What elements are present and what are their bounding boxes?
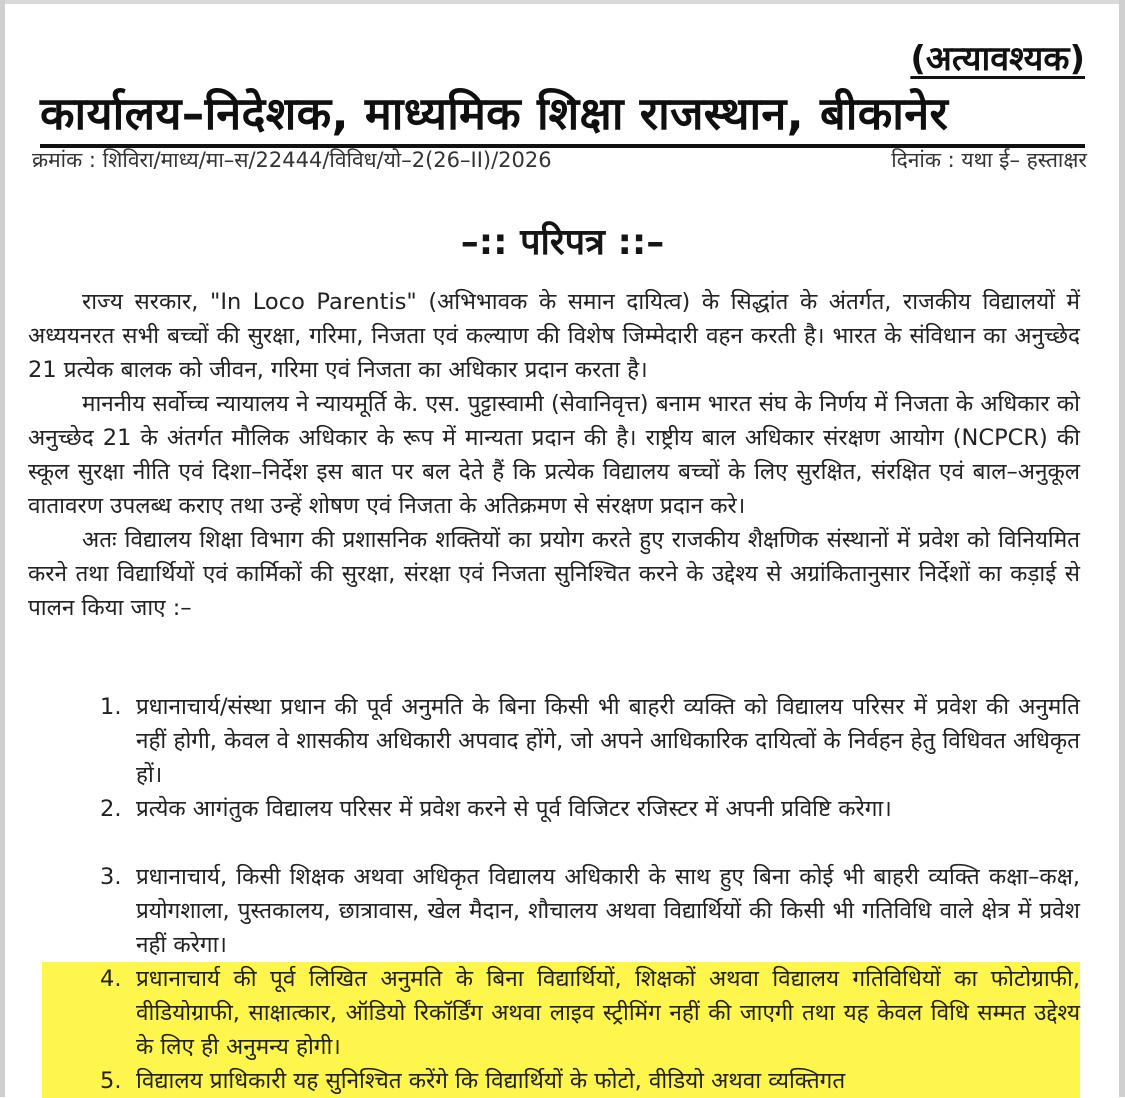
directives-list xyxy=(28,690,1080,1098)
list-item xyxy=(28,860,1080,962)
list-item-text: प्रधानाचार्य की पूर्व लिखित अनुमति के बिना विद्यार्थियों, शिक्षकों अथवा विद्यालय गतिविधियों का फोटोग्राफी, वीडियोग्राफी, साक्षात्कार, ऑडियो रिकॉर्डिंग अथवा लाइव स्ट्रीमिंग नहीं की जाएगी तथा यह केवल विधि सम्मत उद्देश्य के लिए ही अनुमन्य होगी। xyxy=(136,966,1080,1060)
circular-body xyxy=(28,285,1080,625)
list-item-text: प्रधानाचार्य/संस्था प्रधान की पूर्व अनुमति के बिना किसी भी बाहरी व्यक्ति को विद्यालय परिसर में प्रवेश की अनुमति नहीं होगी, केवल वे शासकीय अधिकारी अपवाद होंगे, जो अपने आधिकारिक दायित्वों के निर्वहन हेतु विधिवत अधिकृत हों। xyxy=(136,694,1080,788)
list-item-number: 3. xyxy=(100,864,122,890)
list-item xyxy=(28,792,1080,860)
paragraph-directive-intro: अतः विद्यालय शिक्षा विभाग की प्रशासनिक शक्तियों का प्रयोग करते हुए राजकीय शैक्षणिक संस्थानों में प्रवेश को विनियमित करने तथा विद्यार्थियों एवं कार्मिकों की सुरक्षा, संरक्षा एवं निजता सुनिश्चित करने के उद्देश्य से अग्रांकितानुसार निर्देशों का कड़ाई से पालन किया जाए :– xyxy=(28,527,1080,621)
list-item-number: 4. xyxy=(100,966,122,992)
office-heading: कार्यालय–निदेशक, माध्यमिक शिक्षा राजस्थान, बीकानेर xyxy=(40,86,1085,148)
list-item xyxy=(28,690,1080,792)
list-item-text: प्रत्येक आगंतुक विद्यालय परिसर में प्रवेश करने से पूर्व विजिटर रजिस्टर में अपनी प्रविष्टि करेगा। xyxy=(136,796,892,822)
reference-line xyxy=(32,146,1087,178)
window-left-edge xyxy=(0,0,5,1097)
highlighted-list-item xyxy=(42,1064,1080,1098)
list-item-number: 2. xyxy=(100,796,122,822)
reference-number: क्रमांक : शिविरा/माध्य/मा–स/22444/विविध/यो–2(26–II)/2026 xyxy=(32,148,552,172)
document-date: दिनांक : यथा ई– हस्ताक्षर xyxy=(891,148,1087,172)
list-item-number: 5. xyxy=(100,1068,122,1094)
list-item-text: विद्यालय प्राधिकारी यह सुनिश्चित करेंगे कि विद्यार्थियों के फोटो, वीडियो अथवा व्यक्तिगत xyxy=(136,1068,846,1094)
list-item-text: प्रधानाचार्य, किसी शिक्षक अथवा अधिकृत विद्यालय अधिकारी के साथ हुए बिना कोई भी बाहरी व्यक्ति कक्षा–कक्ष, प्रयोगशाला, पुस्तकालय, छात्रावास, खेल मैदान, शौचालय अथवा विद्यार्थियों की किसी भी गतिविधि वाले क्षेत्र में प्रवेश नहीं करेगा। xyxy=(136,864,1080,958)
circular-title: –:: परिपत्र ::– xyxy=(460,222,665,263)
paragraph-in-loco-parentis: राज्य सरकार, "In Loco Parentis" (अभिभावक के समान दायित्व) के सिद्धांत के अंतर्गत, राजकीय विद्यालयों में अध्ययनरत सभी बच्चों की सुरक्षा, गरिमा, निजता एवं कल्याण की विशेष जिम्मेदारी वहन करती है। भारत के संविधान का अनुच्छेद 21 प्रत्येक बालक को जीवन, गरिमा एवं निजता का अधिकार प्रदान करता है। xyxy=(28,289,1080,383)
window-top-edge xyxy=(0,0,1125,4)
list-item-number: 1. xyxy=(100,694,122,720)
paragraph-supreme-court: माननीय सर्वोच्च न्यायालय ने न्यायमूर्ति के. एस. पुट्टास्वामी (सेवानिवृत्त) बनाम भारत संघ के निर्णय में निजता के अधिकार को अनुच्छेद 21 के अंतर्गत मौलिक अधिकार के रूप में मान्यता प्रदान की है। राष्ट्रीय बाल अधिकार संरक्षण आयोग (NCPCR) की स्कूल सुरक्षा नीति एवं दिशा–निर्देश इस बात पर बल देते हैं कि प्रत्येक विद्यालय बच्चों के लिए सुरक्षित, संरक्षित एवं बाल–अनुकूल वातावरण उपलब्ध कराए तथा उन्हें शोषण एवं निजता के अतिक्रमण से संरक्षण प्रदान करे। xyxy=(28,391,1081,519)
highlighted-list-item xyxy=(42,962,1080,1064)
urgent-label: (अत्यावश्यक) xyxy=(910,39,1085,79)
window-right-edge xyxy=(1119,0,1125,1097)
